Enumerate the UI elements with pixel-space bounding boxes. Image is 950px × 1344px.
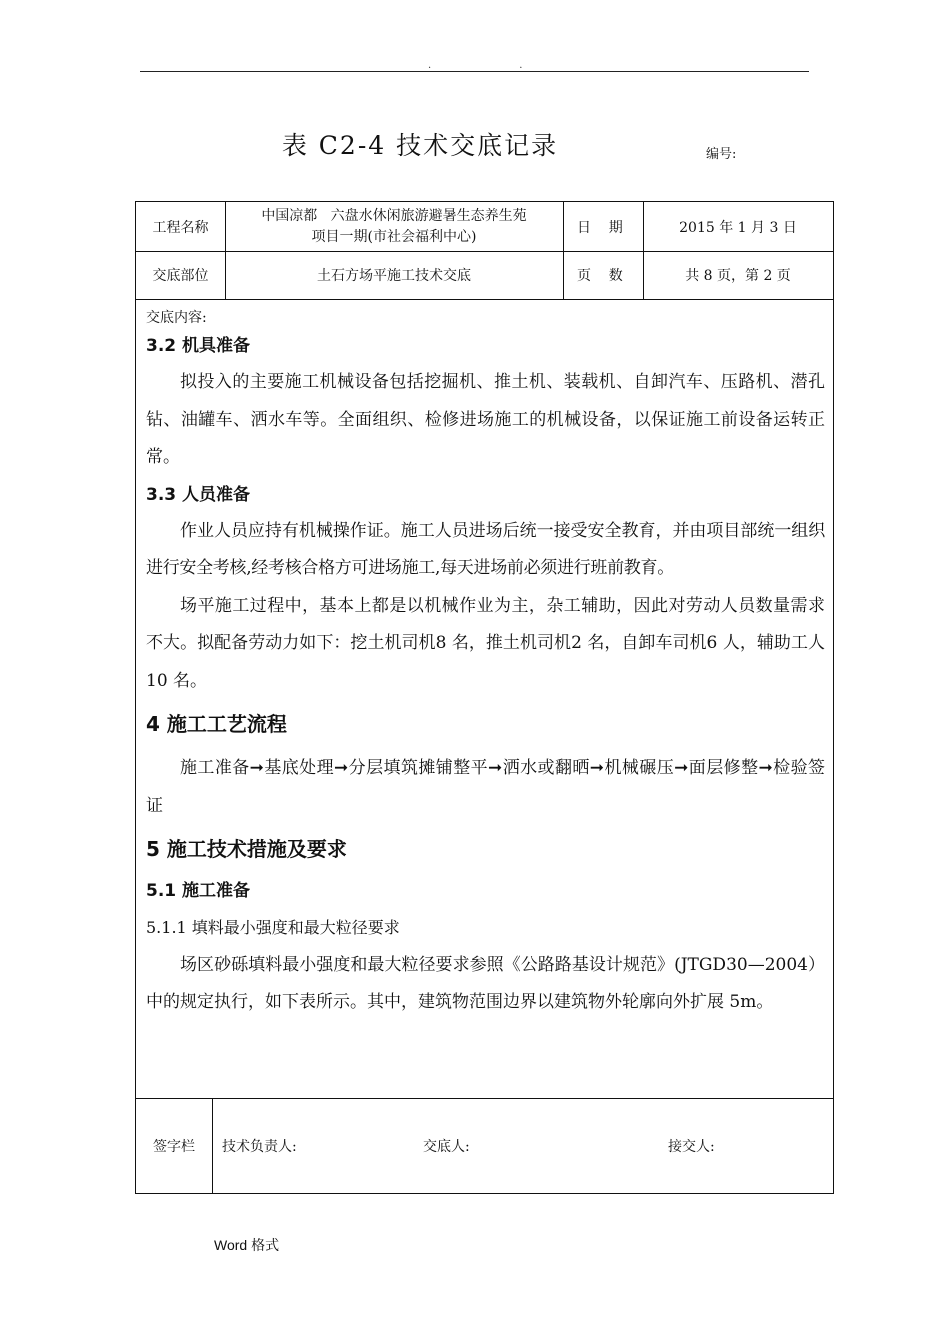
content-label: 交底内容: bbox=[146, 310, 207, 326]
header-rule bbox=[140, 71, 809, 72]
page-count-label: 页 数 bbox=[577, 268, 623, 284]
signature-label: 签字栏 bbox=[153, 1138, 195, 1155]
column-divider bbox=[563, 202, 564, 299]
page-count-value: 共 8 页，第 2 页 bbox=[685, 268, 791, 284]
project-name-line2: 项目一期(市社会福利中心) bbox=[311, 228, 477, 245]
header-dot: . bbox=[428, 60, 520, 71]
page-title: 表 C2-4 技术交底记录 bbox=[281, 131, 559, 160]
project-name-value bbox=[225, 202, 563, 251]
section-5-1-1-heading: 5.1.1 填料最小强度和最大粒径要求 bbox=[146, 918, 400, 937]
row-divider bbox=[136, 299, 833, 300]
footer-format-label: Word 格式 bbox=[214, 1237, 280, 1253]
column-divider bbox=[212, 1098, 213, 1193]
section-5-heading: 5 施工技术措施及要求 bbox=[146, 837, 347, 861]
section-4-heading: 4 施工工艺流程 bbox=[146, 712, 287, 736]
date-label: 日 期 bbox=[577, 219, 623, 236]
disclosure-part-label: 交底部位 bbox=[152, 268, 209, 284]
section-5-1-1-text: 场区砂砾填料最小强度和最大粒径要求参照《公路路基设计规范》(JTGD30—2004）中的规定执行，如下表所示。其中，建筑物范围边界以建筑物外轮廓向外扩展 5m。 bbox=[146, 954, 825, 1012]
section-3-3-text-2: 场平施工过程中，基本上都是以机械作业为主，杂工辅助，因此对劳动人员数量需求不大。拟配备劳动力如下：挖土机司机8 名，推土机司机2 名，自卸车司机6 人，辅助工人 10 名。 bbox=[146, 595, 825, 691]
disclosure-form bbox=[135, 201, 834, 1194]
header-dot: . bbox=[519, 60, 611, 71]
project-name-line1: 中国凉都 六盘水休闲旅游避暑生态养生苑 bbox=[261, 207, 527, 224]
project-name-label: 工程名称 bbox=[152, 219, 209, 236]
serial-number-label: 编号: bbox=[706, 147, 737, 162]
tech-lead-signature-label: 技术负责人: bbox=[222, 1138, 297, 1155]
header-dots bbox=[428, 60, 610, 71]
date-value: 2015 年 1 月 3 日 bbox=[679, 219, 797, 236]
section-5-1-heading: 5.1 施工准备 bbox=[146, 881, 251, 901]
section-4-text: 施工准备➞基底处理➞分层填筑摊铺整平➞洒水或翻晒➞机械碾压➞面层修整➞检验签证 bbox=[146, 758, 825, 816]
section-3-2-text: 拟投入的主要施工机械设备包括挖掘机、推土机、装载机、自卸汽车、压路机、潜孔钻、油罐车、洒水车等。全面组织、检修进场施工的机械设备，以保证施工前设备运转正常。 bbox=[146, 372, 825, 467]
disclosure-part-value: 土石方场平施工技术交底 bbox=[317, 268, 471, 284]
disclosure-content bbox=[146, 306, 825, 1022]
section-3-3-text-1: 作业人员应持有机械操作证。施工人员进场后统一接受安全教育，并由项目部统一组织进行安全考核,经考核合格方可进场施工,每天进场前必须进行班前教育。 bbox=[146, 520, 825, 578]
receiver-signature-label: 接交人: bbox=[668, 1138, 715, 1155]
discloser-signature-label: 交底人: bbox=[423, 1138, 470, 1155]
section-3-3-heading: 3.3 人员准备 bbox=[146, 484, 251, 505]
section-3-2-heading: 3.2 机具准备 bbox=[146, 336, 251, 356]
